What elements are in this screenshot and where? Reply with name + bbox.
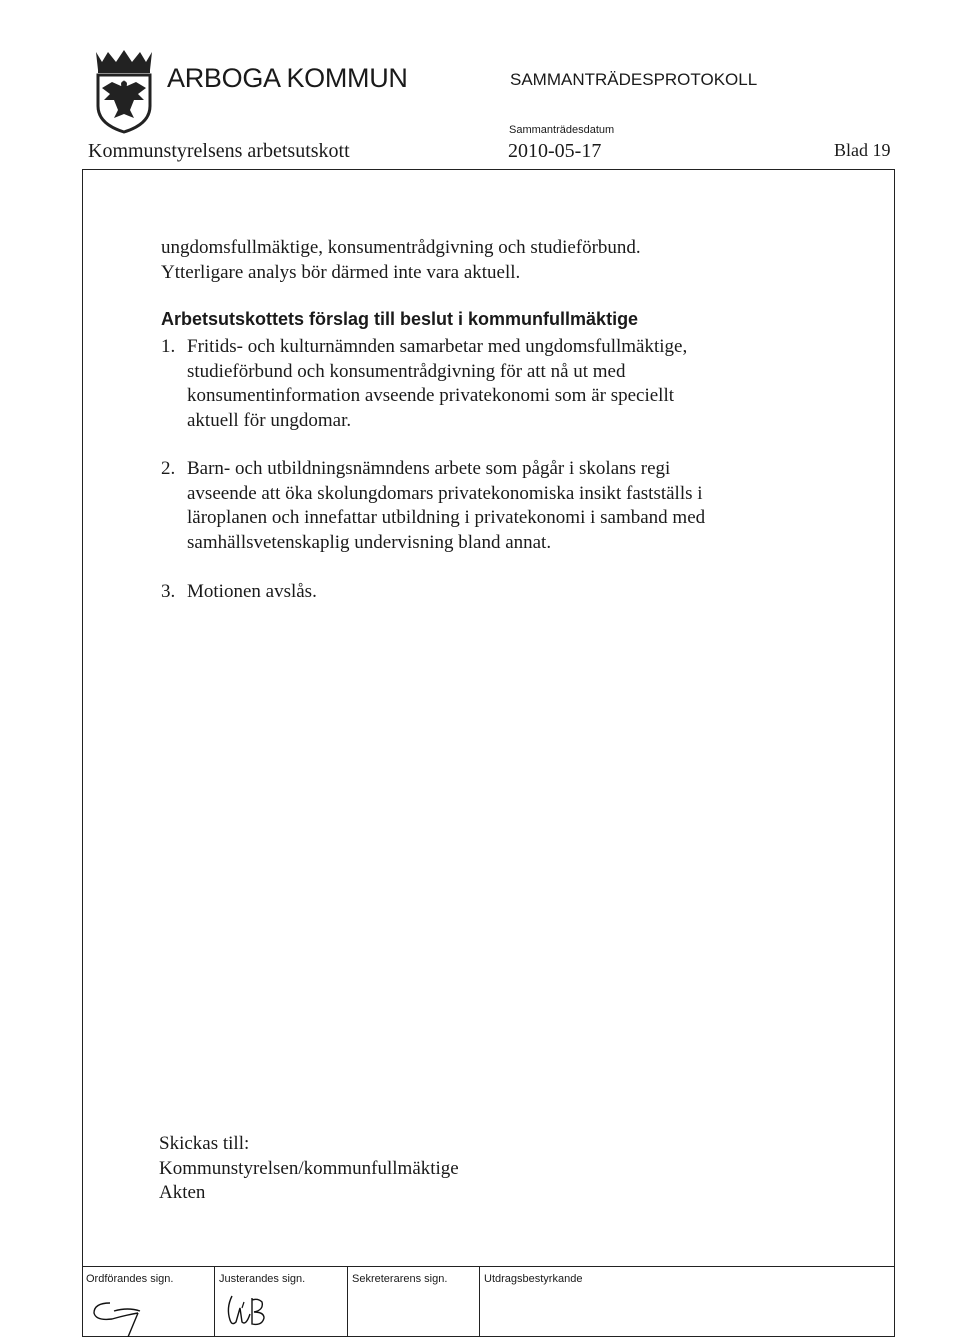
org-name: ARBOGA KOMMUN: [167, 63, 408, 93]
chair-handwritten-initials: [88, 1293, 152, 1342]
header-rule: [82, 169, 895, 170]
item-number: 2.: [161, 458, 176, 479]
item-line: Fritids- och kulturnämnden samarbetar med ungdomsfullmäktige,: [187, 336, 688, 357]
frame-right-rule: [894, 169, 895, 1336]
chair-signature-label: Ordförandes sign.: [86, 1273, 174, 1285]
item-number: 1.: [161, 336, 176, 357]
item-line: avseende att öka skolungdomars privatekonomiska insikt fastställs i: [187, 482, 703, 504]
item-line: läroplanen och innefattar utbildning i privatekonomi i samband med: [187, 507, 706, 528]
distribution-label: Skickas till:: [159, 1133, 250, 1154]
distribution-list: [159, 1132, 759, 1206]
municipal-crest-logo: [92, 48, 156, 134]
proposal-item: [161, 335, 887, 433]
item-line: Barn- och utbildningsnämndens arbete som pågår i skolans regi: [187, 458, 671, 479]
frame-left-rule: [82, 169, 83, 1336]
item-line: samhällsvetenskaplig undervisning bland annat.: [187, 531, 552, 553]
committee-name: Kommunstyrelsens arbetsutskott: [88, 140, 350, 162]
date-label: Sammanträdesdatum: [509, 124, 615, 136]
document-type: SAMMANTRÄDESPROTOKOLL: [510, 70, 758, 89]
meeting-date: 2010-05-17: [508, 140, 602, 162]
intro-line: Ytterligare analys bör därmed inte vara aktuell.: [161, 261, 521, 283]
certified-extract-label: Utdragsbestyrkande: [484, 1273, 583, 1285]
signature-divider: [479, 1266, 480, 1336]
signature-divider: [347, 1266, 348, 1336]
distribution-recipient: Akten: [159, 1182, 206, 1203]
intro-line: ungdomsfullmäktige, konsumentrådgivning och studieförbund.: [161, 237, 641, 258]
item-line: aktuell för ungdomar.: [187, 409, 352, 431]
signature-rule-bottom: [82, 1336, 895, 1337]
secretary-signature-label: Sekreterarens sign.: [352, 1273, 448, 1285]
item-line: studieförbund och konsumentrådgivning för att nå ut med: [187, 360, 626, 382]
intro-paragraph: [161, 236, 881, 285]
proposal-item: [161, 580, 887, 605]
item-number: 3.: [161, 581, 176, 602]
page-number: Blad 19: [834, 140, 891, 160]
signature-divider: [214, 1266, 215, 1336]
adjuster-handwritten-initials: [222, 1292, 272, 1337]
item-line: konsumentinformation avseende privatekonomi som är speciellt: [187, 385, 675, 406]
adjuster-signature-label: Justerandes sign.: [219, 1273, 306, 1285]
signature-rule-top: [82, 1266, 895, 1267]
proposal-item: [161, 457, 887, 555]
distribution-recipient: Kommunstyrelsen/kommunfullmäktige: [159, 1157, 459, 1179]
item-line: Motionen avslås.: [187, 581, 317, 602]
proposal-heading: Arbetsutskottets förslag till beslut i kommunfullmäktige: [161, 309, 639, 329]
